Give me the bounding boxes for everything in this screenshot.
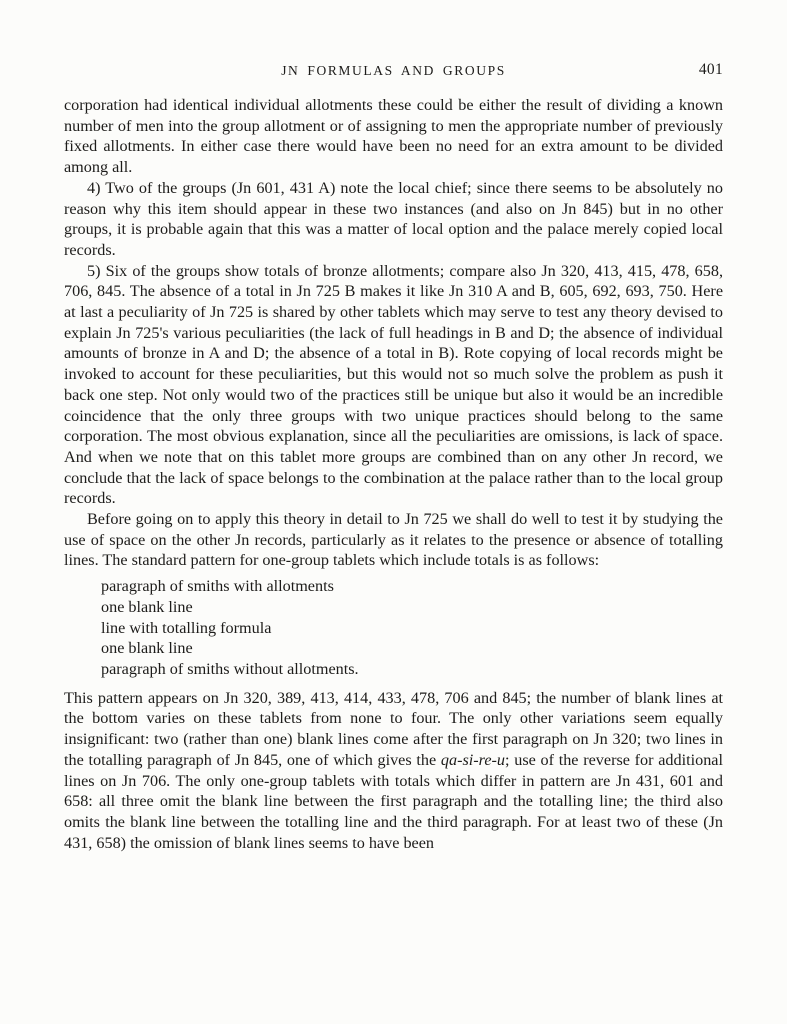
final-paragraph-text: This pattern appears on Jn 320, 389, 413, 414, 433, 478, 706 and 845; the number of blank lines at the bottom varies on these tablets from none to four. The only other variations seem equally insignificant: two (rather than one) blank lines come after the first paragraph on Jn 320; two lines in the totalling paragraph of Jn 845, one of which gives the xyxy=(64,688,723,769)
paragraph-continuation: corporation had identical individual allotments these could be either the result of dividing a known number of men into the group allotment or of assigning to men the appropriate number of previously fixed allotments. In either case there would have been no need for an extra amount to be divided among all. xyxy=(64,96,723,177)
paragraph-point-4: 4) Two of the groups (Jn 601, 431 A) note the local chief; since there seems to be absolutely no reason why this item should appear in these two instances (and also on Jn 845) but in no other groups, it is probable again that this was a matter of local option and the palace merely copied local records. xyxy=(64,178,723,259)
transliterated-term: qa-si-re-u xyxy=(440,750,506,769)
running-header xyxy=(64,60,723,82)
pattern-list xyxy=(101,576,723,680)
list-item: one blank line xyxy=(101,639,193,658)
list-item: paragraph of smiths with allotments xyxy=(101,577,334,596)
page-number: 401 xyxy=(698,61,723,78)
running-header-title: JN FORMULAS AND GROUPS xyxy=(281,63,506,78)
list-item: line with totalling formula xyxy=(101,618,272,637)
page-body xyxy=(64,95,723,853)
paragraph-transition: Before going on to apply this theory in detail to Jn 725 we shall do well to test it by studying the use of space on the other Jn records, particularly as it relates to the presence or absence of totalling lines. The standard pattern for one-group tablets which include totals is as follows: xyxy=(64,510,723,570)
list-item: one blank line xyxy=(101,597,193,616)
paragraph-final xyxy=(64,688,723,854)
final-paragraph-text: ; use of the reverse for additional lines on Jn 706. The only one-group tablets with totals which differ in pattern are Jn 431, 601 and 658: all three omit the blank line between the first paragraph and the totalling line; the third also omits the blank line between the totalling line and the third paragraph. For at least two of these (Jn 431, 658) the omission of blank lines seems to have been xyxy=(64,750,723,852)
list-item: paragraph of smiths without allotments. xyxy=(101,659,359,678)
paragraph-point-5: 5) Six of the groups show totals of bronze allotments; compare also Jn 320, 413, 415, 478, 658, 706, 845. The absence of a total in Jn 725 B makes it like Jn 310 A and B, 605, 692, 693, 750. Here at last a peculiarity of Jn 725 is shared by other tablets which may serve to test any theory devised to explain Jn 725's various peculiarities (the lack of full headings in B and D; the absence of individual amounts of bronze in A and D; the absence of a total in B). Rote copying of local records might be invoked to account for these peculiarities, but this would not so much solve the problem as push it back one step. Not only would two of the practices still be unique but also it would be an incredible coincidence that the only three groups with two unique practices should belong to the same corporation. The most obvious explanation, since all the peculiarities are omissions, is lack of space. And when we note that on this tablet more groups are combined than on any other Jn record, we conclude that the lack of space belongs to the combination at the palace rather than to the local group records. xyxy=(64,261,723,508)
